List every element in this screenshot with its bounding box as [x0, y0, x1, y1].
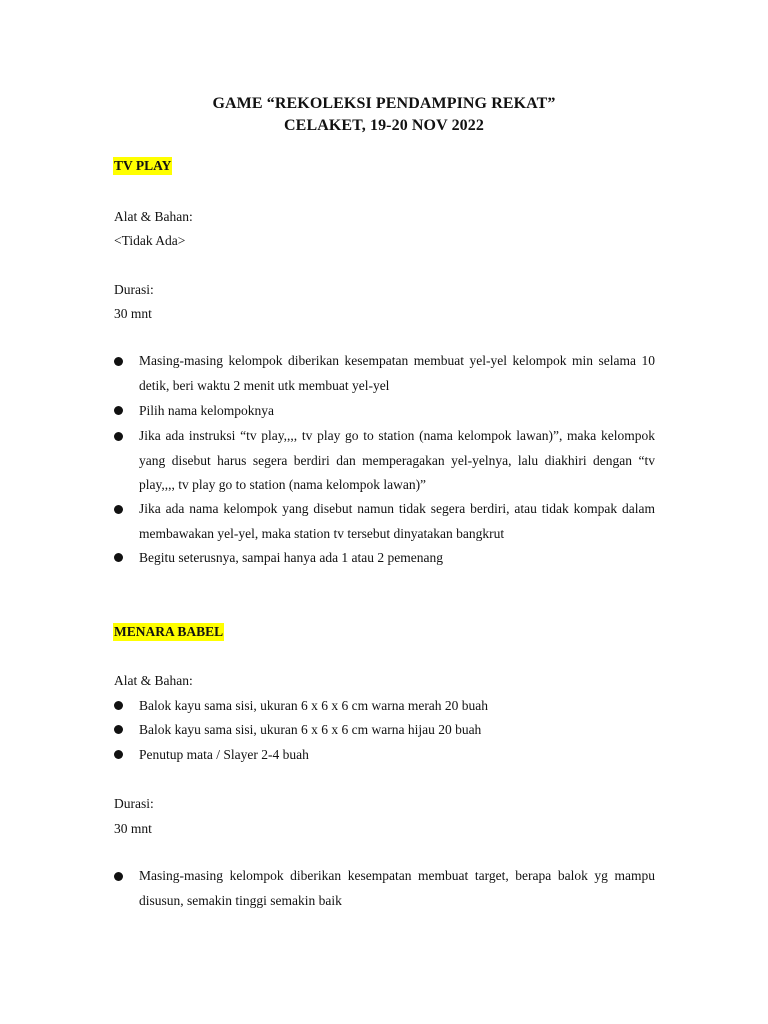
- menara-babel-material-2: Balok kayu sama sisi, ukuran 6 x 6 x 6 cm warna hijau 20 buah: [139, 722, 482, 737]
- bullet-icon: [114, 406, 123, 415]
- tv-play-materials-label: Alat & Bahan:: [114, 209, 193, 224]
- bullet-icon: [114, 553, 123, 562]
- document-title-line-2: CELAKET, 19-20 NOV 2022: [284, 117, 484, 134]
- menara-babel-material-3: Penutup mata / Slayer 2-4 buah: [139, 747, 309, 762]
- tv-play-rule-5: Begitu seterusnya, sampai hanya ada 1 atau 2 pemenang: [139, 550, 444, 565]
- tv-play-duration-label: Durasi:: [114, 282, 154, 297]
- tv-play-materials-value: <Tidak Ada>: [114, 233, 186, 248]
- bullet-icon: [114, 432, 123, 441]
- section-heading-menara-babel: MENARA BABEL: [114, 624, 224, 639]
- tv-play-rule-3: Jika ada instruksi “tv play,,,, tv play go to station (nama kelompok lawan)”, maka kelompok yang disebut harus segera berdiri dan memperagakan yel-yelnya, lalu diakhiri dengan “tv play,,,, tv play go to station (nama kelompok lawan)”: [139, 428, 655, 493]
- tv-play-rule-2: Pilih nama kelompoknya: [139, 403, 274, 418]
- document-title-line-1: GAME “REKOLEKSI PENDAMPING REKAT”: [212, 95, 556, 112]
- bullet-icon: [114, 872, 123, 881]
- tv-play-rule-4: Jika ada nama kelompok yang disebut namun tidak segera berdiri, atau tidak kompak dalam membawakan yel-yel, maka station tv tersebut dinyatakan bangkrut: [139, 501, 655, 541]
- bullet-icon: [114, 750, 123, 759]
- bullet-icon: [114, 505, 123, 514]
- menara-babel-duration-value: 30 mnt: [114, 821, 152, 836]
- menara-babel-material-1: Balok kayu sama sisi, ukuran 6 x 6 x 6 cm warna merah 20 buah: [139, 698, 489, 713]
- section-heading-tv-play: TV PLAY: [114, 158, 172, 173]
- menara-babel-duration-label: Durasi:: [114, 796, 154, 811]
- tv-play-duration-value: 30 mnt: [114, 306, 152, 321]
- menara-babel-materials-label: Alat & Bahan:: [114, 673, 193, 688]
- bullet-icon: [114, 725, 123, 734]
- menara-babel-rule-1: Masing-masing kelompok diberikan kesempatan membuat target, berapa balok yg mampu disusun, semakin tinggi semakin baik: [139, 868, 655, 908]
- bullet-icon: [114, 701, 123, 710]
- bullet-icon: [114, 357, 123, 366]
- tv-play-rule-1: Masing-masing kelompok diberikan kesempatan membuat yel-yel kelompok min selama 10 detik, beri waktu 2 menit utk membuat yel-yel: [139, 353, 655, 393]
